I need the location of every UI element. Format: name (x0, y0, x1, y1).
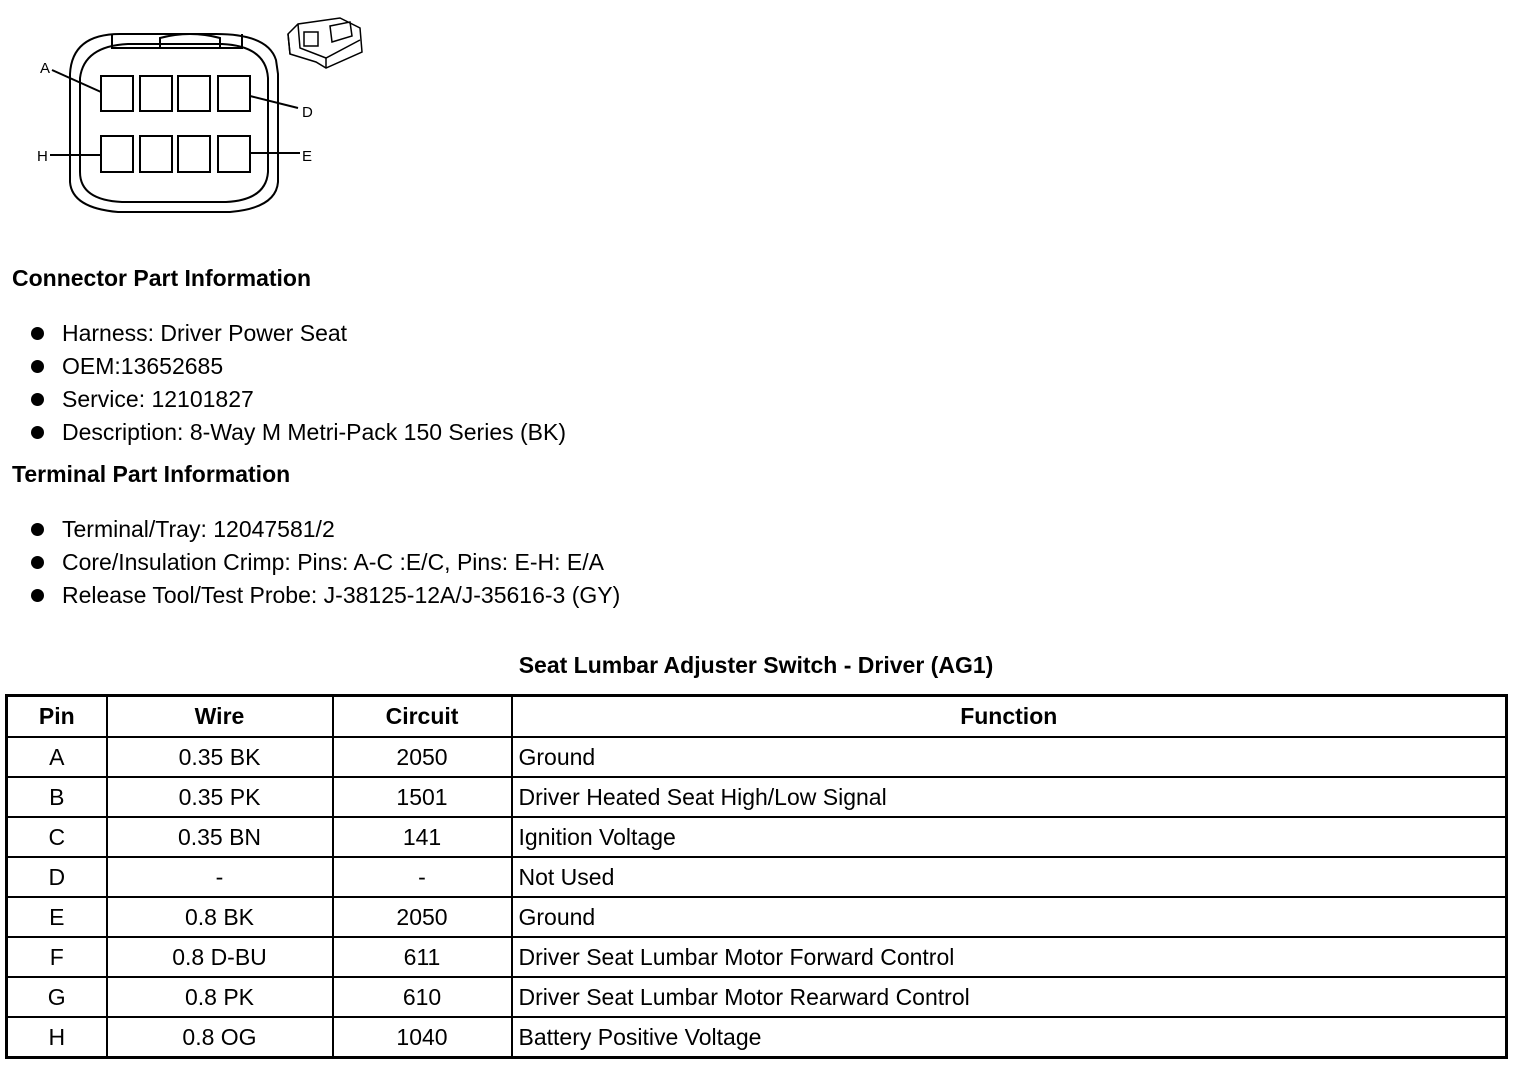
connector-outer-housing (70, 34, 278, 212)
table-row (7, 817, 1507, 857)
connector-info-oem: OEM:13652685 (62, 353, 224, 379)
cell-circuit: 610 (333, 977, 512, 1017)
cell-wire: 0.35 PK (107, 777, 333, 817)
connector-info-harness: Harness: Driver Power Seat (62, 320, 348, 346)
cell-function: Not Used (512, 857, 1507, 897)
pin-cavity-d (218, 76, 250, 111)
cell-wire: 0.8 OG (107, 1017, 333, 1058)
cell-circuit: 2050 (333, 897, 512, 937)
connector-info-description: Description: 8-Way M Metri-Pack 150 Series (BK) (62, 419, 567, 445)
cell-pin: A (7, 737, 107, 777)
cell-wire: 0.8 PK (107, 977, 333, 1017)
bullet-icon (31, 523, 44, 536)
pin-label-a: A (40, 60, 51, 77)
terminal-info-crimp: Core/Insulation Crimp: Pins: A-C :E/C, Pins: E-H: E/A (62, 549, 604, 575)
pin-cavity-b (140, 76, 172, 111)
cell-circuit: - (333, 857, 512, 897)
cell-wire: 0.35 BK (107, 737, 333, 777)
pin-cavity-f (178, 136, 210, 172)
header-wire: Wire (107, 696, 333, 738)
table-row (7, 937, 1507, 977)
cell-wire: 0.35 BN (107, 817, 333, 857)
cell-circuit: 611 (333, 937, 512, 977)
table-row (7, 777, 1507, 817)
pin-label-d: D (302, 104, 313, 121)
bullet-icon (31, 360, 44, 373)
cell-pin: C (7, 817, 107, 857)
cell-pin: B (7, 777, 107, 817)
list-item (30, 513, 620, 546)
cell-wire: 0.8 BK (107, 897, 333, 937)
connector-face-svg (30, 12, 380, 222)
connector-face-diagram (30, 12, 380, 222)
connector-latch (112, 34, 242, 48)
cell-pin: H (7, 1017, 107, 1058)
header-circuit: Circuit (333, 696, 512, 738)
pin-cavity-e (218, 136, 250, 172)
connector-3d-icon (288, 18, 362, 68)
cell-function: Driver Heated Seat High/Low Signal (512, 777, 1507, 817)
cell-function: Battery Positive Voltage (512, 1017, 1507, 1058)
header-function: Function (512, 696, 1507, 738)
pin-cavity-c (178, 76, 210, 111)
connector-info-heading: Connector Part Information (12, 265, 312, 291)
connector-info-service: Service: 12101827 (62, 386, 254, 412)
bullet-icon (31, 393, 44, 406)
cell-pin: F (7, 937, 107, 977)
terminal-info-release-tool: Release Tool/Test Probe: J-38125-12A/J-35616-3 (GY) (62, 582, 621, 608)
table-row (7, 737, 1507, 777)
cell-function: Driver Seat Lumbar Motor Forward Control (512, 937, 1507, 977)
cell-function: Driver Seat Lumbar Motor Rearward Control (512, 977, 1507, 1017)
pin-cavity-g (140, 136, 172, 172)
list-item (30, 579, 620, 612)
cell-function: Ground (512, 897, 1507, 937)
table-row (7, 857, 1507, 897)
bullet-icon (31, 589, 44, 602)
bullet-icon (31, 327, 44, 340)
list-item (30, 317, 566, 350)
cell-circuit: 1501 (333, 777, 512, 817)
bullet-icon (31, 426, 44, 439)
table-header-row (7, 696, 1507, 738)
pin-table-title: Seat Lumbar Adjuster Switch - Driver (AG1) (518, 652, 994, 678)
bullet-icon (31, 556, 44, 569)
terminal-info-list (30, 513, 620, 612)
pin-cavity-a (101, 76, 133, 111)
list-item (30, 546, 620, 579)
cell-function: Ground (512, 737, 1507, 777)
cell-circuit: 1040 (333, 1017, 512, 1058)
header-pin: Pin (7, 696, 107, 738)
cell-pin: G (7, 977, 107, 1017)
table-row (7, 977, 1507, 1017)
connector-info-list (30, 317, 566, 449)
pin-table (5, 694, 1508, 1059)
terminal-info-tray: Terminal/Tray: 12047581/2 (62, 516, 335, 542)
pin-label-e: E (302, 148, 313, 165)
cell-circuit: 2050 (333, 737, 512, 777)
cell-pin: E (7, 897, 107, 937)
table-row (7, 1017, 1507, 1058)
cell-wire: 0.8 D-BU (107, 937, 333, 977)
list-item (30, 350, 566, 383)
terminal-info-heading: Terminal Part Information (12, 461, 291, 487)
connector-inner-housing (80, 44, 268, 202)
pin-label-h: H (37, 148, 48, 165)
cell-function: Ignition Voltage (512, 817, 1507, 857)
cell-circuit: 141 (333, 817, 512, 857)
list-item (30, 383, 566, 416)
list-item (30, 416, 566, 449)
pin-cavity-h (101, 136, 133, 172)
table-row (7, 897, 1507, 937)
cell-wire: - (107, 857, 333, 897)
cell-pin: D (7, 857, 107, 897)
